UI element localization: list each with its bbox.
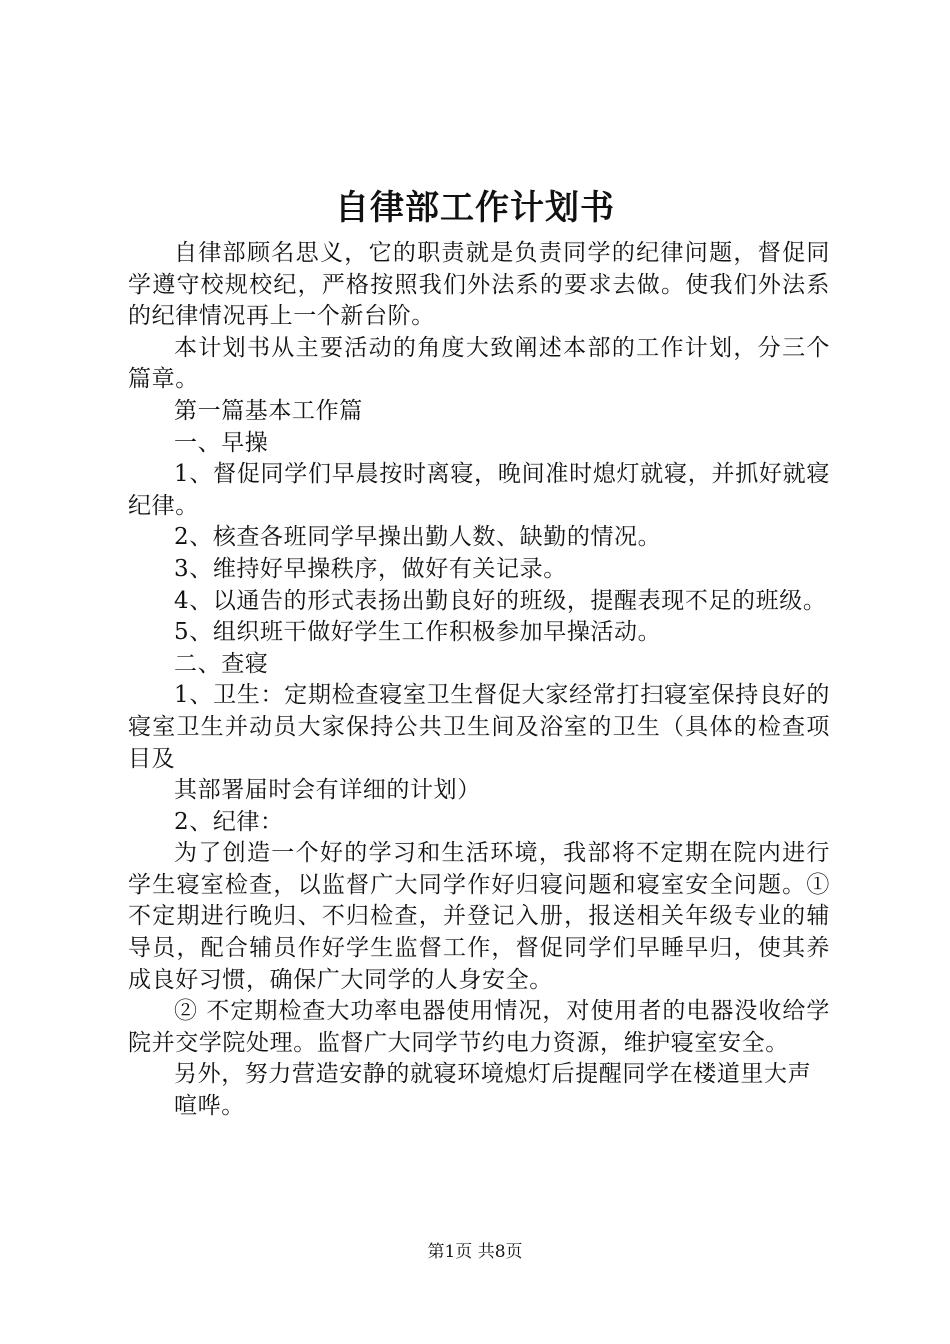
subsection-heading: 一、早操 <box>174 429 269 456</box>
page-footer: 第1页 共8页 <box>427 1242 523 1262</box>
paragraph: 喧哗。 <box>174 1093 245 1120</box>
section-heading: 第一篇基本工作篇 <box>174 397 363 424</box>
list-item: 1、督促同学们早晨按时离寝，晚间准时熄灯就寝，并抓好就寝纪律。 <box>128 461 830 519</box>
paragraph: 为了创造一个好的学习和生活环境，我部将不定期在院内进行学生寝室检查，以监督广大同学作好归寝问题和寝室安全问题。①不定期进行晚归、不归检查，并登记入册，报送相关年级专业的辅导员，配合辅员作好学生监督工作，督促同学们早睡早归，使其养成良好习惯，确保广大同学的人身安全。 <box>128 840 830 993</box>
document-title: 自律部工作计划书 <box>335 188 615 228</box>
document-body <box>128 238 830 1123</box>
paragraph: 自律部顾名思义，它的职责就是负责同学的纪律问题，督促同学遵守校规校纪，严格按照我们外法系的要求去做。使我们外法系的纪律情况再上一个新台阶。 <box>128 240 830 330</box>
list-item: 2、核查各班同学早操出勤人数、缺勤的情况。 <box>174 524 662 551</box>
list-item: 1、卫生：定期检查寝室卫生督促大家经常打扫寝室保持良好的寝室卫生并动员大家保持公共卫生间及浴室的卫生（具体的检查项目及 <box>128 682 830 772</box>
list-item: 3、维持好早操秩序，做好有关记录。 <box>174 555 567 582</box>
subsection-heading: 二、查寝 <box>174 650 269 677</box>
paragraph: ② 不定期检查大功率电器使用情况，对使用者的电器没收给学院并交学院处理。监督广大同学节约电力资源，维护寝室安全。 <box>128 998 830 1056</box>
paragraph: 本计划书从主要活动的角度大致阐述本部的工作计划，分三个篇章。 <box>128 334 830 393</box>
paragraph: 其部署届时会有详细的计划） <box>174 777 481 804</box>
list-item: 2、纪律： <box>174 808 284 835</box>
list-item: 4、以通告的形式表扬出勤良好的班级，提醒表现不足的班级。 <box>174 587 827 614</box>
list-item: 5、组织班干做好学生工作积极参加早操活动。 <box>174 619 662 646</box>
paragraph: 另外，努力营造安静的就寝环境熄灯后提醒同学在楼道里大声 <box>174 1061 812 1088</box>
